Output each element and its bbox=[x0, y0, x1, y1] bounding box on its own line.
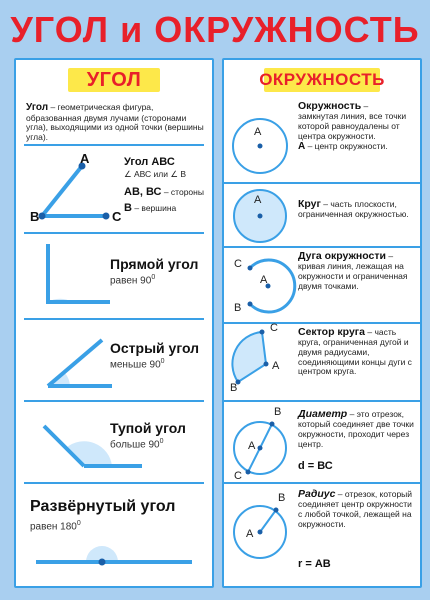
point-c-label: С bbox=[112, 209, 122, 224]
radius-point-b-label: В bbox=[278, 492, 286, 504]
acute-angle-title: Острый угол bbox=[110, 340, 200, 356]
angle-definition bbox=[26, 102, 206, 143]
page-title: УГОЛ и ОКРУЖНОСТЬ bbox=[10, 9, 420, 50]
point-c bbox=[103, 213, 110, 220]
diameter-formula: d = ВС bbox=[298, 460, 333, 472]
point-b bbox=[270, 422, 275, 427]
disk-definition bbox=[298, 198, 416, 220]
sector-point-c-label: С bbox=[270, 322, 278, 334]
sector-point-b-label: В bbox=[230, 382, 238, 394]
acute-angle-value: меньше 90 bbox=[110, 359, 161, 371]
divider bbox=[224, 482, 420, 484]
arc-point-a-label: А bbox=[260, 274, 268, 286]
circle-dash: – bbox=[361, 101, 369, 111]
angle-panel bbox=[14, 58, 214, 588]
point-b bbox=[39, 213, 46, 220]
point-c bbox=[260, 330, 265, 335]
angle-panel-header bbox=[16, 66, 212, 96]
point-c bbox=[246, 470, 251, 475]
degree-mark: 0 bbox=[76, 520, 81, 527]
right-angle-sub bbox=[110, 274, 155, 287]
arc-line bbox=[250, 260, 295, 312]
center-point bbox=[264, 362, 269, 367]
circle-center-term: А bbox=[298, 141, 306, 153]
straight-angle-title: Развёрнутый угол bbox=[30, 498, 176, 515]
obtuse-angle-title: Тупой угол bbox=[110, 420, 186, 436]
divider bbox=[24, 318, 204, 320]
point-a-label: А bbox=[80, 151, 90, 166]
arc-term: Дуга окружности bbox=[298, 250, 386, 262]
radius-formula: r = АВ bbox=[298, 558, 331, 570]
radius-definition bbox=[298, 488, 416, 529]
disk-diagram bbox=[224, 182, 294, 252]
right-angle-value: равен 90 bbox=[110, 275, 152, 287]
circle-definition bbox=[298, 100, 416, 153]
divider bbox=[24, 482, 204, 484]
radius-term: Радиус bbox=[298, 488, 336, 500]
circle-center-label: А bbox=[254, 126, 262, 138]
center-point bbox=[258, 530, 263, 535]
diameter-definition bbox=[298, 408, 416, 449]
point-b-label: В bbox=[30, 209, 40, 224]
radius-line bbox=[260, 510, 276, 532]
degree-mark: 0 bbox=[160, 358, 165, 365]
angle-definition-text: – геометрическая фигура, образованная двумя лучами (сторонами угла), выходящими из одной точки (вершины угла). bbox=[26, 102, 204, 143]
ray-ba bbox=[42, 166, 82, 216]
diameter-point-b-label: В bbox=[274, 406, 282, 418]
center-point bbox=[258, 214, 263, 219]
straight-angle-value: равен 180 bbox=[30, 521, 77, 533]
point-b bbox=[274, 508, 279, 513]
sector-text: – часть круга, ограниченная дугой и двумя радиусами, соединяющими концы дуги с центром круга. bbox=[298, 327, 412, 377]
circle-center-text: – центр окружности. bbox=[305, 141, 388, 152]
center-point bbox=[258, 144, 263, 149]
abc-name: Угол АВС bbox=[124, 156, 175, 168]
circle-panel bbox=[222, 58, 422, 588]
acute-angle-sub bbox=[110, 358, 165, 371]
sector-point-a-label: А bbox=[272, 360, 280, 372]
degree-mark: 0 bbox=[159, 438, 164, 445]
obtuse-angle-value: больше 90 bbox=[110, 439, 160, 451]
point-b bbox=[248, 302, 253, 307]
center-point bbox=[258, 446, 263, 451]
straight-angle-diagram bbox=[16, 540, 212, 580]
circle-diagram bbox=[224, 104, 294, 174]
abc-sides-text: – стороны bbox=[161, 187, 204, 197]
disk-text: – часть плоскости, ограниченная окружностью. bbox=[298, 199, 409, 220]
sector-term: Сектор круга bbox=[298, 326, 366, 338]
radius-text: – отрезок, который соединяет центр окружности с любой точкой, лежащей на окружности. bbox=[298, 489, 413, 529]
circle-header-text: ОКРУЖНОСТЬ bbox=[259, 70, 385, 89]
abc-vertex bbox=[124, 202, 176, 215]
disk-center-label: А bbox=[254, 194, 262, 206]
circle-panel-header bbox=[224, 66, 420, 96]
abc-vertex-term: В bbox=[124, 202, 132, 214]
vertex-point bbox=[99, 559, 106, 566]
divider bbox=[24, 400, 204, 402]
abc-sides-term: АВ, ВС bbox=[124, 186, 162, 198]
arc-text: – кривая линия, лежащая на окружности и ограниченная двумя точками. bbox=[298, 251, 408, 291]
divider bbox=[224, 246, 420, 248]
ray-slanted bbox=[48, 340, 102, 386]
arc-point-c-label: С bbox=[234, 258, 242, 270]
arc-definition bbox=[298, 250, 416, 291]
point-c bbox=[248, 266, 253, 271]
disk-term: Круг bbox=[298, 198, 321, 210]
diameter-point-a-label: А bbox=[248, 440, 256, 452]
divider bbox=[24, 232, 204, 234]
divider bbox=[224, 400, 420, 402]
circle-term: Окружность bbox=[298, 100, 362, 112]
sector-shape bbox=[232, 332, 266, 382]
diameter-point-c-label: С bbox=[234, 470, 242, 482]
angle-header-text: УГОЛ bbox=[86, 69, 142, 91]
abc-sides bbox=[124, 186, 204, 199]
divider bbox=[224, 322, 420, 324]
diameter-text: – это отрезок, который соединяет две точки окружности, проходит через центр. bbox=[298, 409, 414, 449]
sector-definition bbox=[298, 326, 416, 377]
straight-angle-sub bbox=[30, 520, 81, 533]
radius-point-a-label: А bbox=[246, 528, 254, 540]
diameter-term: Диаметр bbox=[298, 408, 348, 420]
arc-point-b-label: В bbox=[234, 302, 242, 314]
right-angle-title: Прямой угол bbox=[110, 256, 199, 272]
abc-vertex-text: – вершина bbox=[131, 203, 177, 213]
obtuse-angle-sub bbox=[110, 438, 164, 451]
angle-definition-term: Угол bbox=[26, 102, 49, 113]
abc-notation: ∠ АВС или ∠ В bbox=[124, 169, 187, 179]
circle-text: замкнутая линия, все точки которой равноудалены от центра окружности. bbox=[298, 111, 407, 141]
degree-mark: 0 bbox=[151, 274, 156, 281]
